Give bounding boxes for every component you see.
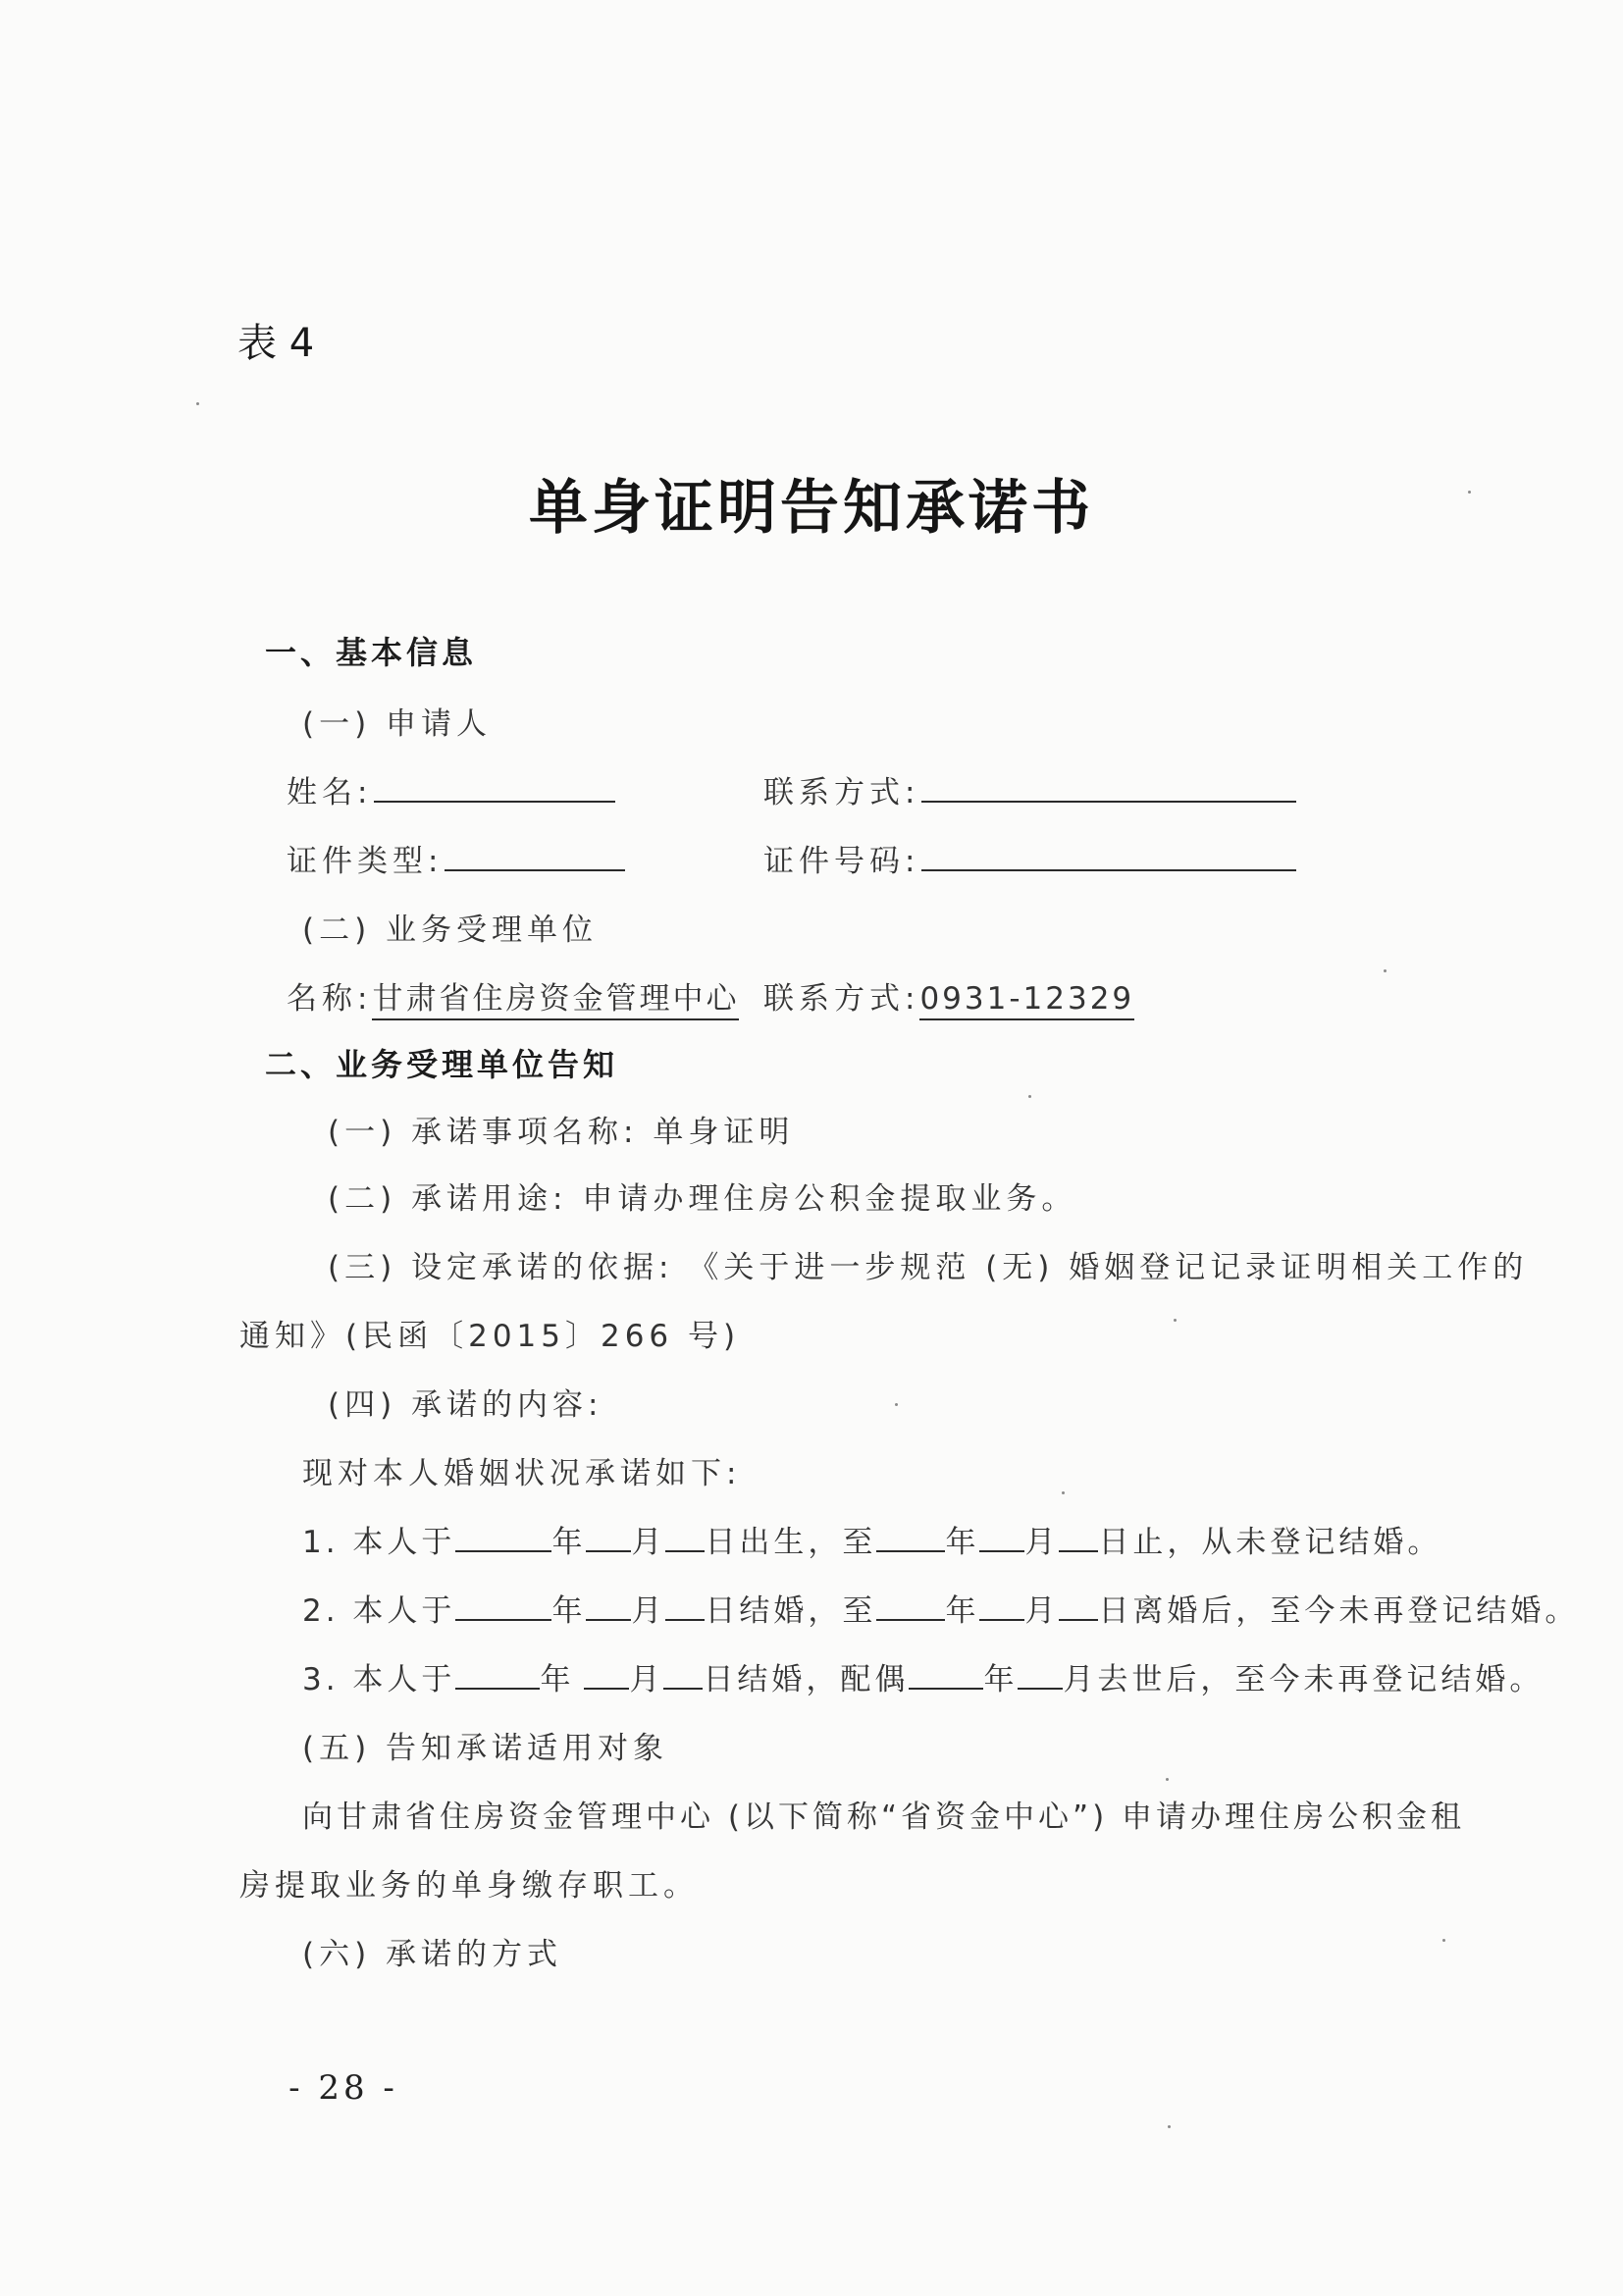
c1-year-field[interactable]	[455, 1525, 551, 1552]
c1-year2-field[interactable]	[876, 1525, 945, 1552]
section-basic-info-heading: 一、基本信息	[265, 634, 478, 671]
c2-mid: 日结婚，至	[705, 1593, 877, 1629]
c3-day-field[interactable]	[663, 1662, 703, 1690]
c3-prefix: 3. 本人于	[302, 1662, 456, 1697]
page-number: - 28 -	[288, 2068, 398, 2108]
contact-row	[763, 767, 1296, 811]
c2-month-unit: 月	[631, 1593, 666, 1629]
unit-contact-row	[763, 973, 1134, 1018]
c3-year2-field[interactable]	[909, 1662, 983, 1690]
c2-year-field[interactable]	[455, 1593, 551, 1621]
scan-speck	[1062, 1491, 1065, 1494]
id-type-row	[287, 836, 625, 880]
c3-month2-field[interactable]	[1018, 1662, 1063, 1690]
c2-prefix: 2. 本人于	[302, 1593, 456, 1629]
scan-speck	[1442, 1939, 1445, 1942]
c1-month2-unit: 月	[1024, 1525, 1060, 1560]
commitment-option-2	[302, 1586, 1579, 1630]
scan-speck	[196, 402, 199, 405]
c2-month2-field[interactable]	[979, 1593, 1024, 1621]
item-applicable-target: (五) 告知承诺适用对象	[302, 1731, 669, 1766]
target-description-cont: 房提取业务的单身缴存职工。	[239, 1868, 699, 1904]
item-commitment-method: (六) 承诺的方式	[302, 1937, 563, 1972]
c1-year-unit: 年	[551, 1525, 587, 1560]
c3-month-field[interactable]	[584, 1662, 629, 1690]
c2-year-unit: 年	[551, 1593, 587, 1629]
c2-day2-field[interactable]	[1059, 1593, 1098, 1621]
contact-label: 联系方式:	[763, 775, 920, 810]
item-commitment-content: (四) 承诺的内容:	[328, 1387, 603, 1423]
scan-speck	[1166, 1778, 1169, 1781]
scan-speck	[895, 1403, 898, 1406]
c1-day-field[interactable]	[665, 1525, 705, 1552]
id-number-label: 证件号码:	[763, 844, 920, 879]
unit-name-label: 名称:	[287, 981, 373, 1017]
c2-month-field[interactable]	[586, 1593, 631, 1621]
item-commitment-basis-cont: 通知》(民函〔2015〕266 号)	[239, 1319, 741, 1354]
id-number-field[interactable]	[921, 842, 1296, 871]
id-type-label: 证件类型:	[287, 844, 444, 879]
c2-suffix: 日离婚后，至今未再登记结婚。	[1098, 1593, 1580, 1629]
item-commitment-basis: (三) 设定承诺的依据: 《关于进一步规范 (无) 婚姻登记记录证明相关工作的	[328, 1250, 1529, 1285]
contact-field[interactable]	[921, 773, 1296, 803]
target-description: 向甘肃省住房资金管理中心 (以下简称“省资金中心”) 申请办理住房公积金租	[302, 1800, 1466, 1835]
section-notice-heading: 二、业务受理单位告知	[265, 1046, 619, 1083]
table-number: 表 4	[237, 321, 315, 366]
unit-subheading: (二) 业务受理单位	[302, 913, 599, 948]
unit-name-row	[287, 973, 739, 1018]
document-title: 单身证明告知承诺书	[529, 474, 1094, 543]
scan-speck	[1168, 2125, 1171, 2128]
scan-speck	[1384, 969, 1387, 972]
commitment-option-1	[302, 1517, 1441, 1561]
c1-mid: 日出生，至	[705, 1525, 877, 1560]
c3-year-field[interactable]	[455, 1662, 540, 1690]
c1-month-unit: 月	[631, 1525, 666, 1560]
c3-mid: 日结婚，配偶	[703, 1662, 910, 1697]
item-commitment-name: (一) 承诺事项名称: 单身证明	[328, 1115, 795, 1150]
c2-year2-unit: 年	[945, 1593, 980, 1629]
c1-suffix: 日止，从未登记结婚。	[1098, 1525, 1442, 1560]
scan-speck	[1028, 1095, 1031, 1098]
unit-contact-value: 0931-12329	[919, 981, 1134, 1020]
name-label: 姓名:	[287, 775, 373, 810]
c2-day-field[interactable]	[665, 1593, 705, 1621]
scan-speck	[1174, 1319, 1177, 1322]
id-number-row	[763, 836, 1296, 880]
unit-name-value: 甘肃省住房资金管理中心	[372, 981, 739, 1020]
commitment-intro: 现对本人婚姻状况承诺如下:	[302, 1456, 742, 1491]
c2-month2-unit: 月	[1024, 1593, 1060, 1629]
c1-day2-field[interactable]	[1059, 1525, 1098, 1552]
item-commitment-usage: (二) 承诺用途: 申请办理住房公积金提取业务。	[328, 1181, 1077, 1217]
c2-year2-field[interactable]	[876, 1593, 945, 1621]
c3-month-unit: 月	[629, 1662, 664, 1697]
applicant-subheading: (一) 申请人	[302, 706, 493, 742]
commitment-option-3	[302, 1654, 1544, 1698]
unit-contact-label: 联系方式:	[763, 981, 920, 1017]
scan-speck	[1468, 491, 1471, 494]
id-type-field[interactable]	[445, 842, 625, 871]
c1-month-field[interactable]	[586, 1525, 631, 1552]
c3-year2-unit: 年	[983, 1662, 1019, 1697]
name-field[interactable]	[374, 773, 615, 803]
c1-month2-field[interactable]	[979, 1525, 1024, 1552]
c1-year2-unit: 年	[945, 1525, 980, 1560]
c1-prefix: 1. 本人于	[302, 1525, 456, 1560]
c3-year-unit: 年	[540, 1662, 575, 1697]
c3-suffix: 月去世后，至今未再登记结婚。	[1063, 1662, 1544, 1697]
name-row	[287, 767, 615, 811]
